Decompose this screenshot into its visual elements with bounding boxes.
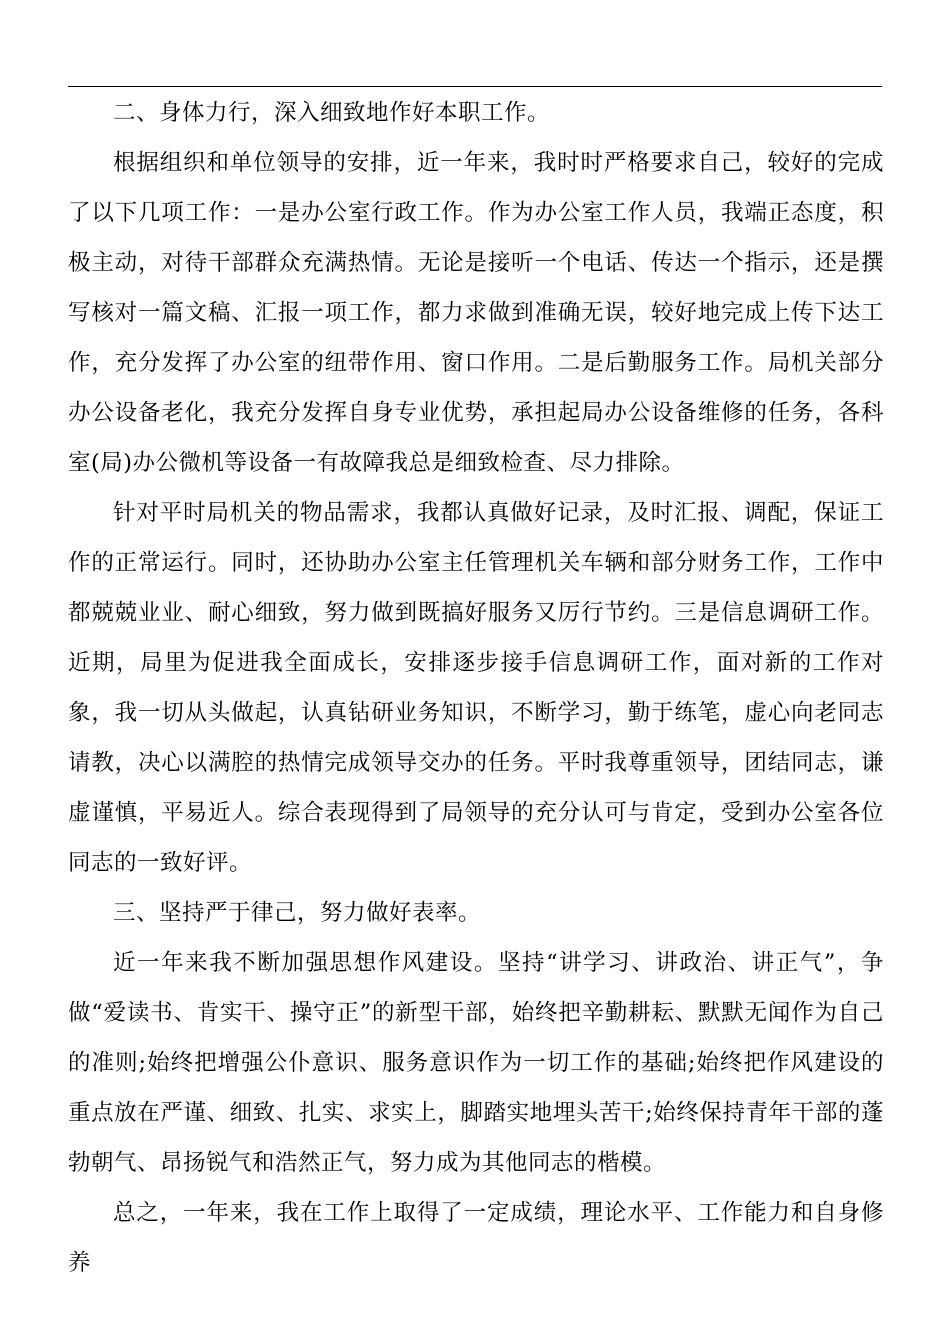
section-heading-two: 二、身体力行，深入细致地作好本职工作。 xyxy=(113,100,551,126)
document-body xyxy=(68,88,884,1288)
paragraph-work-duties: 根据组织和单位领导的安排，近一年来，我时时严格要求自己，较好的完成了以下几项工作：一是办公室行政工作。作为办公室工作人员，我端正态度，积极主动，对待干部群众充满热情。无论是接听一个电话、传达一个指示，还是撰写核对一篇文稿、汇报一项工作，都力求做到准确无误，较好地完成上传下达工作，充分发挥了办公室的纽带作用、窗口作用。二是后勤服务工作。局机关部分办公设备老化，我充分发挥自身专业优势，承担起局办公设备维修的任务，各科室(局)办公微机等设备一有故障我总是细致检查、尽力排除。 xyxy=(68,150,884,476)
paragraph-supplies-and-research: 针对平时局机关的物品需求，我都认真做好记录，及时汇报、调配，保证工作的正常运行。同时，还协助办公室主任管理机关车辆和部分财务工作，工作中都兢兢业业、耐心细致，努力做到既搞好服务又厉行节约。三是信息调研工作。近期，局里为促进我全面成长，安排逐步接手信息调研工作，面对新的工作对象，我一切从头做起，认真钻研业务知识，不断学习，勤于练笔，虚心向老同志请教，决心以满腔的热情完成领导交办的任务。平时我尊重领导，团结同志，谦虚谨慎，平易近人。综合表现得到了局领导的充分认可与肯定，受到办公室各位同志的一致好评。 xyxy=(68,500,884,876)
paragraph-conduct: 近一年来我不断加强思想作风建设。坚持“讲学习、讲政治、讲正气”，争做“爱读书、肯实干、操守正”的新型干部，始终把辛勤耕耘、默默无闻作为自己的准则;始终把增强公仆意识、服务意识作为一切工作的基础;始终把作风建设的重点放在严谨、细致、扎实、求实上，脚踏实地埋头苦干;始终保持青年干部的蓬勃朝气、昂扬锐气和浩然正气，努力成为其他同志的楷模。 xyxy=(68,950,884,1176)
section-heading-three: 三、坚持严于律己，努力做好表率。 xyxy=(113,900,482,926)
header-rule xyxy=(68,86,882,87)
paragraph-summary: 总之，一年来，我在工作上取得了一定成绩，理论水平、工作能力和自身修养 xyxy=(68,1200,884,1276)
